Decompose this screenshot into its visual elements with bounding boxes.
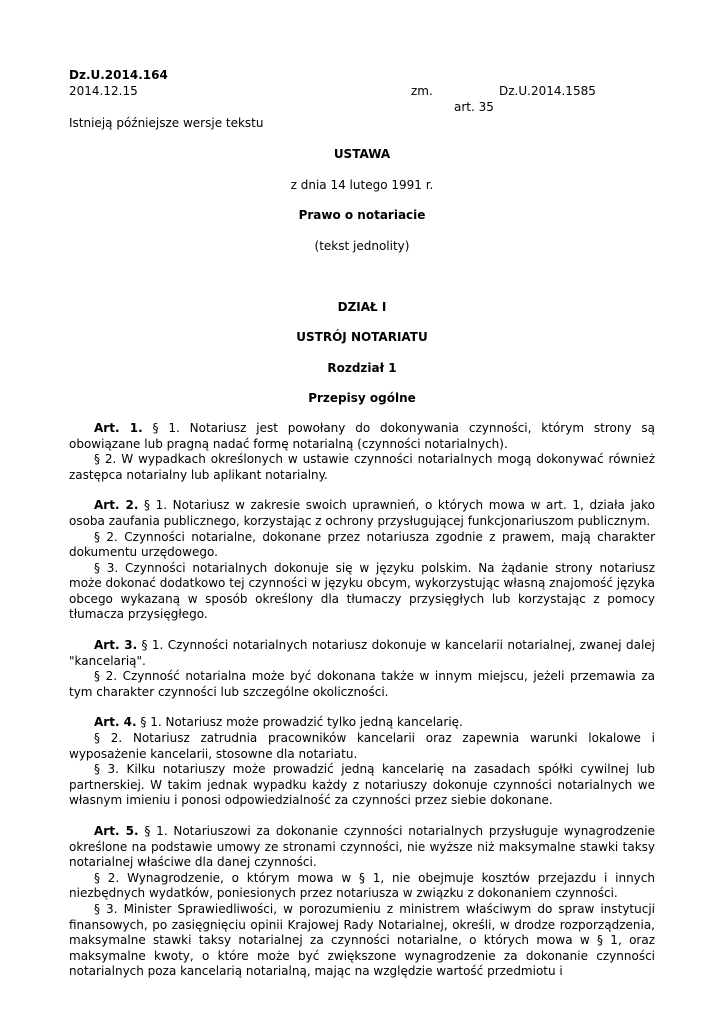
article-paragraph: § 3. Kilku notariuszy może prowadzić jedną kancelarię na zasadach spółki cywilnej lub partnerskiej. W takim jednak wypadku każdy z notariuszy dokonuje czynności notarialnych we własnym imieniu i ponosi odpowiedzialność za czynności przez siebie dokonane. — [69, 762, 655, 808]
paragraph-text: § 1. Notariusz jest powołany do dokonywania czynności, którym strony są obowiązane lub pragną nadać formę notarialną (czynności notarialnych). — [69, 420, 655, 451]
article-2 — [69, 498, 655, 623]
division-heading: DZIAŁ I — [337, 299, 387, 314]
article-paragraph: § 2. W wypadkach określonych w ustawie czynności notarialnych mogą dokonywać również zastępca notarialny lub aplikant notarialny. — [69, 452, 655, 482]
article-paragraph — [69, 715, 655, 731]
article-1 — [69, 421, 655, 483]
article-paragraph: § 2. Wynagrodzenie, o którym mowa w § 1, nie obejmuje kosztów przejazdu i innych niezbędnych wydatków, poniesionych przez notariusza w związku z dokonaniem czynności. — [69, 870, 655, 901]
article-paragraph: § 2. Czynności notarialne, dokonane przez notariusza zgodnie z prawem, mają charakter dokumentu urzędowego. — [69, 529, 655, 560]
publication-date: 2014.12.15 — [69, 83, 138, 98]
article-paragraph — [69, 498, 655, 529]
header-date-line — [69, 84, 655, 100]
act-variant: (tekst jednolity) — [314, 238, 410, 253]
article-paragraph: § 2. Notariusz zatrudnia pracowników kancelarii oraz zapewnia warunki lokalowe i wyposażenie kancelarii, stosowne dla notariatu. — [69, 731, 655, 761]
versions-note[interactable]: Istnieją późniejsze wersje tekstu — [69, 115, 264, 130]
article-5 — [69, 824, 655, 980]
paragraph-text: § 1. Notariusz może prowadzić tylko jedną kancelarię. — [136, 715, 463, 730]
paragraph-text: § 1. Notariusz w zakresie swoich uprawnień, o których mowa w art. 1, działa jako osoba zaufania publicznego, korzystając z ochrony przysługującej funkcjonariuszom publicznym. — [69, 498, 655, 528]
article-label: Art. 3. — [94, 638, 138, 653]
change-label: zm. — [411, 83, 433, 98]
article-4 — [69, 715, 655, 809]
document-page — [69, 68, 655, 980]
paragraph-text: § 1. Czynności notarialnych notariusz dokonuje w kancelarii notarialnej, zwanej dalej "kancelarią". — [69, 638, 655, 668]
header-article-line — [69, 100, 655, 116]
article-paragraph: § 2. Czynność notarialna może być dokonana także w innym miejscu, jeżeli przemawia za tym charakter czynności lub szczególne okoliczności. — [69, 669, 655, 699]
article-label: Art. 4. — [94, 715, 137, 730]
chapter-title: Przepisy ogólne — [308, 391, 416, 406]
journal-id: Dz.U.2014.164 — [69, 68, 168, 82]
article-label: Art. 2. — [94, 498, 139, 513]
article-paragraph: § 3. Minister Sprawiedliwości, w porozumieniu z ministrem właściwym do spraw instytucji finansowych, po zasięgnięciu opinii Krajowej Rady Notarialnej, określi, w drodze rozporządzenia, maksymalne stawki taksy notarialnej za czynności notarialne, o których mowa w § 1, oraz maksymalne kwoty, o które może być zwiększone wynagrodzenie za dokonanie czynności notarialnych poza kancelarią notarialną, mając na względzie wartość przedmiotu i — [69, 901, 655, 979]
act-type: USTAWA — [333, 147, 391, 162]
article-paragraph — [69, 824, 655, 871]
chapter-heading: Rozdział 1 — [327, 360, 397, 375]
act-name: Prawo o notariacie — [298, 208, 426, 223]
change-ref: Dz.U.2014.1585 — [499, 83, 596, 98]
division-title: USTRÓJ NOTARIATU — [296, 330, 428, 345]
article-label: Art. 5. — [94, 824, 139, 838]
article-label: Art. 1. — [94, 420, 143, 435]
document-header — [69, 68, 655, 131]
paragraph-text: § 1. Notariuszowi za dokonanie czynności notarialnych przysługuje wynagrodzenie określone na podstawie umowy ze stronami czynności, nie wyższe niż maksymalne stawki taksy notarialnej właściwe dla danej czynności. — [69, 824, 655, 870]
act-date: z dnia 14 lutego 1991 r. — [290, 177, 434, 192]
article-paragraph: § 3. Czynności notarialnych dokonuje się w języku polskim. Na żądanie strony notariusz może dokonać dodatkowo tej czynności w języku obcym, wykorzystując własną znajomość języka obcego wykazaną w sposób określony dla tłumaczy przysięgłych lub korzystając z pomocy tłumacza przysięgłego. — [69, 560, 655, 622]
article-paragraph — [69, 638, 655, 669]
article-3 — [69, 638, 655, 700]
change-article: art. 35 — [454, 99, 494, 114]
article-paragraph — [69, 421, 655, 452]
